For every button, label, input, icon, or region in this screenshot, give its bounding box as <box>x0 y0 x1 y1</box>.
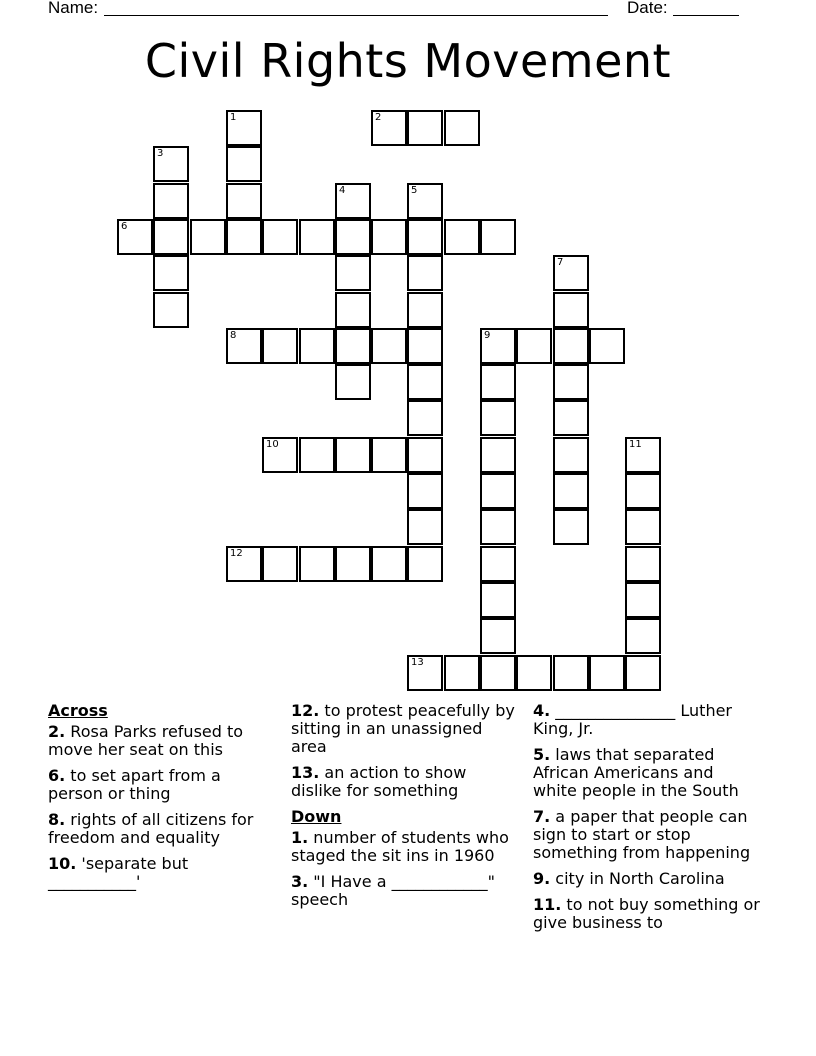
clue-item <box>291 829 519 865</box>
grid-cell[interactable] <box>335 219 371 255</box>
grid-cell[interactable] <box>625 655 661 691</box>
grid-cell[interactable] <box>480 328 516 364</box>
clue-item-number: 13. <box>291 763 320 782</box>
grid-cell[interactable] <box>153 183 189 219</box>
clue-item-number: 9. <box>533 869 551 888</box>
clue-number: 10 <box>266 439 279 450</box>
grid-cell[interactable] <box>480 437 516 473</box>
grid-cell[interactable] <box>335 364 371 400</box>
grid-cell[interactable] <box>553 292 589 328</box>
grid-cell[interactable] <box>625 618 661 654</box>
down-heading: Down <box>291 807 342 826</box>
clue-item <box>291 702 519 756</box>
grid-cell[interactable] <box>117 219 153 255</box>
grid-cell[interactable] <box>262 219 298 255</box>
grid-cell[interactable] <box>480 364 516 400</box>
clue-number: 6 <box>121 221 128 232</box>
clue-item <box>48 811 273 847</box>
grid-cell[interactable] <box>226 219 262 255</box>
grid-cell[interactable] <box>335 292 371 328</box>
grid-cell[interactable] <box>589 328 625 364</box>
clues-column-3 <box>533 702 761 940</box>
clue-number: 13 <box>411 657 424 668</box>
grid-cell[interactable] <box>299 546 335 582</box>
clue-number: 5 <box>411 185 418 196</box>
grid-cell[interactable] <box>480 618 516 654</box>
grid-cell[interactable] <box>226 328 262 364</box>
clue-item-number: 8. <box>48 810 66 829</box>
clues-column-2 <box>291 702 519 917</box>
clue-item <box>48 855 273 891</box>
clue-item <box>48 767 273 803</box>
grid-cell[interactable] <box>553 255 589 291</box>
clue-number: 7 <box>557 257 564 268</box>
grid-cell[interactable] <box>553 364 589 400</box>
grid-cell[interactable] <box>480 655 516 691</box>
grid-cell[interactable] <box>625 546 661 582</box>
grid-cell[interactable] <box>480 400 516 436</box>
grid-cell[interactable] <box>335 437 371 473</box>
clue-item-number: 6. <box>48 766 66 785</box>
grid-cell[interactable] <box>553 473 589 509</box>
grid-cell[interactable] <box>407 255 443 291</box>
grid-cell[interactable] <box>371 219 407 255</box>
grid-cell[interactable] <box>553 437 589 473</box>
grid-cell[interactable] <box>262 546 298 582</box>
grid-cell[interactable] <box>153 292 189 328</box>
clues-column-1 <box>48 702 273 899</box>
clue-item <box>533 896 761 932</box>
grid-cell[interactable] <box>407 546 443 582</box>
grid-cell[interactable] <box>407 655 443 691</box>
grid-cell[interactable] <box>262 437 298 473</box>
clue-item-number: 3. <box>291 872 309 891</box>
clue-number: 8 <box>230 330 237 341</box>
grid-cell[interactable] <box>625 473 661 509</box>
clue-item <box>291 873 519 909</box>
grid-cell[interactable] <box>553 328 589 364</box>
grid-cell[interactable] <box>553 400 589 436</box>
grid-cell[interactable] <box>153 219 189 255</box>
clue-item-number: 5. <box>533 745 551 764</box>
grid-cell[interactable] <box>371 546 407 582</box>
clue-item-number: 4. <box>533 701 551 720</box>
grid-cell[interactable] <box>190 219 226 255</box>
grid-cell[interactable] <box>335 546 371 582</box>
grid-cell[interactable] <box>407 219 443 255</box>
grid-cell[interactable] <box>299 437 335 473</box>
clue-item-text: an action to show dislike for something <box>291 763 467 800</box>
grid-cell[interactable] <box>299 328 335 364</box>
grid-cell[interactable] <box>407 473 443 509</box>
clue-item-text: a paper that people can sign to start or stop something from happening <box>533 807 751 862</box>
clue-item-number: 1. <box>291 828 309 847</box>
grid-cell[interactable] <box>444 655 480 691</box>
clue-item-text: rights of all citizens for freedom and equality <box>48 810 254 847</box>
across-heading: Across <box>48 701 108 720</box>
clue-item <box>533 746 761 800</box>
clue-number: 3 <box>157 148 164 159</box>
grid-cell[interactable] <box>407 509 443 545</box>
grid-cell[interactable] <box>226 546 262 582</box>
grid-cell[interactable] <box>625 582 661 618</box>
grid-cell[interactable] <box>226 146 262 182</box>
grid-cell[interactable] <box>407 292 443 328</box>
clue-item-text: to set apart from a person or thing <box>48 766 221 803</box>
clue-item-text: Rosa Parks refused to move her seat on this <box>48 722 244 759</box>
grid-cell[interactable] <box>262 328 298 364</box>
clue-item-number: 7. <box>533 807 551 826</box>
grid-cell[interactable] <box>407 183 443 219</box>
grid-cell[interactable] <box>153 255 189 291</box>
grid-cell[interactable] <box>553 655 589 691</box>
clue-item-number: 11. <box>533 895 562 914</box>
clue-number: 11 <box>629 439 642 450</box>
grid-cell[interactable] <box>480 582 516 618</box>
clue-item <box>48 723 273 759</box>
grid-cell[interactable] <box>299 219 335 255</box>
grid-cell[interactable] <box>480 473 516 509</box>
clue-item <box>533 702 761 738</box>
grid-cell[interactable] <box>589 655 625 691</box>
clue-item-text: 'separate but ___________' <box>48 854 189 891</box>
grid-cell[interactable] <box>480 219 516 255</box>
clue-item-text: number of students who staged the sit ins in 1960 <box>291 828 509 865</box>
grid-cell[interactable] <box>335 328 371 364</box>
clue-item-text: to protest peacefully by sitting in an unassigned area <box>291 701 515 756</box>
clue-number: 2 <box>375 112 382 123</box>
grid-cell[interactable] <box>335 183 371 219</box>
clue-item-text: _______________ Luther King, Jr. <box>533 701 732 738</box>
grid-cell[interactable] <box>480 509 516 545</box>
grid-cell[interactable] <box>226 110 262 146</box>
grid-cell[interactable] <box>553 509 589 545</box>
clue-item <box>291 764 519 800</box>
clue-item <box>533 808 761 862</box>
grid-cell[interactable] <box>407 328 443 364</box>
clue-item-number: 2. <box>48 722 66 741</box>
clue-number: 1 <box>230 112 237 123</box>
grid-cell[interactable] <box>407 400 443 436</box>
clue-item-text: laws that separated African Americans and white people in the South <box>533 745 739 800</box>
grid-cell[interactable] <box>625 509 661 545</box>
grid-cell[interactable] <box>407 437 443 473</box>
grid-cell[interactable] <box>480 546 516 582</box>
date-label: Date: <box>627 0 668 17</box>
clue-item <box>533 870 761 888</box>
clue-item-number: 12. <box>291 701 320 720</box>
clue-item-text: "I Have a ____________" speech <box>291 872 495 909</box>
grid-cell[interactable] <box>516 655 552 691</box>
name-label: Name: <box>48 0 99 17</box>
grid-cell[interactable] <box>516 328 552 364</box>
clue-number: 4 <box>339 185 346 196</box>
grid-cell[interactable] <box>226 183 262 219</box>
grid-cell[interactable] <box>407 364 443 400</box>
grid-cell[interactable] <box>371 110 407 146</box>
clue-item-text: to not buy something or give business to <box>533 895 760 932</box>
grid-cell[interactable] <box>444 110 480 146</box>
grid-cell[interactable] <box>371 437 407 473</box>
grid-cell[interactable] <box>153 146 189 182</box>
grid-cell[interactable] <box>625 437 661 473</box>
grid-cell[interactable] <box>335 255 371 291</box>
grid-cell[interactable] <box>407 110 443 146</box>
clue-item-text: city in North Carolina <box>550 869 725 888</box>
clue-item-number: 10. <box>48 854 77 873</box>
clue-number: 12 <box>230 548 243 559</box>
page-title: Civil Rights Movement <box>144 34 672 88</box>
clue-number: 9 <box>484 330 491 341</box>
grid-cell[interactable] <box>371 328 407 364</box>
grid-cell[interactable] <box>444 219 480 255</box>
